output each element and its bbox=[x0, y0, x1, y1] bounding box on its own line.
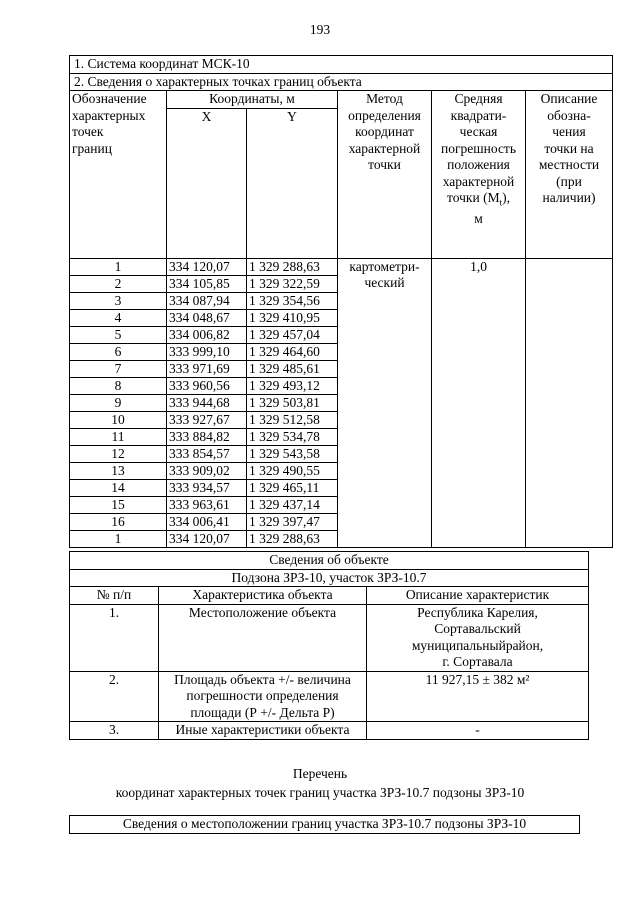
row-number: 1. bbox=[70, 604, 159, 671]
point-number: 10 bbox=[70, 411, 167, 428]
boundary-points-table bbox=[69, 55, 613, 548]
point-number: 15 bbox=[70, 496, 167, 513]
characteristic-description: - bbox=[367, 722, 589, 740]
row-number: 3. bbox=[70, 722, 159, 740]
point-number: 11 bbox=[70, 428, 167, 445]
coord-x: 333 884,82 bbox=[167, 428, 247, 445]
point-number: 3 bbox=[70, 292, 167, 309]
header-y: Y bbox=[247, 108, 338, 258]
point-description-value bbox=[526, 258, 613, 547]
characteristic-description: Республика Карелия, Сортавальский муниципальныйрайон, г. Сортавала bbox=[367, 604, 589, 671]
object-info-table bbox=[69, 551, 589, 740]
object-info-subtitle: Подзона ЗРЗ-10, участок ЗРЗ-10.7 bbox=[70, 569, 589, 587]
header-coordinates: Координаты, м bbox=[167, 91, 338, 109]
coord-y: 1 329 512,58 bbox=[247, 411, 338, 428]
coord-y: 1 329 322,59 bbox=[247, 275, 338, 292]
point-number: 16 bbox=[70, 513, 167, 530]
coord-x: 334 006,41 bbox=[167, 513, 247, 530]
coord-x: 333 854,57 bbox=[167, 445, 247, 462]
coord-y: 1 329 534,78 bbox=[247, 428, 338, 445]
coord-y: 1 329 493,12 bbox=[247, 377, 338, 394]
table-row bbox=[70, 258, 613, 275]
header-designation: Обозначение характерных точек границ bbox=[70, 91, 167, 259]
boundary-location-title: Сведения о местоположении границ участка ЗРЗ-10.7 подзоны ЗРЗ-10 bbox=[70, 816, 580, 834]
object-info-title: Сведения об объекте bbox=[70, 552, 589, 570]
coord-x: 333 971,69 bbox=[167, 360, 247, 377]
row-number: 2. bbox=[70, 671, 159, 722]
characteristic: Местоположение объекта bbox=[159, 604, 367, 671]
header-x: X bbox=[167, 108, 247, 258]
coord-x: 333 927,67 bbox=[167, 411, 247, 428]
list-heading-line1: Перечень bbox=[292, 766, 348, 781]
coord-y: 1 329 464,60 bbox=[247, 343, 338, 360]
coord-x: 333 960,56 bbox=[167, 377, 247, 394]
list-heading bbox=[0, 764, 640, 802]
coord-x: 333 934,57 bbox=[167, 479, 247, 496]
coord-y: 1 329 465,11 bbox=[247, 479, 338, 496]
coord-y: 1 329 397,47 bbox=[247, 513, 338, 530]
table-row bbox=[70, 671, 589, 722]
header-num: № п/п bbox=[70, 587, 159, 605]
coord-x: 333 944,68 bbox=[167, 394, 247, 411]
coord-x: 333 963,61 bbox=[167, 496, 247, 513]
list-heading-line2: координат характерных точек границ участка ЗРЗ-10.7 подзоны ЗРЗ-10 bbox=[115, 785, 525, 800]
coord-x: 334 120,07 bbox=[167, 258, 247, 275]
point-number: 8 bbox=[70, 377, 167, 394]
method-value: картометри- ческий bbox=[338, 258, 432, 547]
coord-y: 1 329 410,95 bbox=[247, 309, 338, 326]
coord-y: 1 329 457,04 bbox=[247, 326, 338, 343]
header-characteristic: Характеристика объекта bbox=[159, 587, 367, 605]
coord-y: 1 329 503,81 bbox=[247, 394, 338, 411]
coord-x: 334 006,82 bbox=[167, 326, 247, 343]
coord-x: 333 909,02 bbox=[167, 462, 247, 479]
points-info-row: 2. Сведения о характерных точках границ объекта bbox=[70, 73, 613, 91]
coord-y: 1 329 288,63 bbox=[247, 258, 338, 275]
point-number: 13 bbox=[70, 462, 167, 479]
point-number: 4 bbox=[70, 309, 167, 326]
coord-y: 1 329 485,61 bbox=[247, 360, 338, 377]
header-method: Метод определения координат характерной точки bbox=[338, 91, 432, 259]
coordinate-system-row: 1. Система координат МСК-10 bbox=[70, 56, 613, 74]
table-row bbox=[70, 722, 589, 740]
point-number: 9 bbox=[70, 394, 167, 411]
coord-y: 1 329 354,56 bbox=[247, 292, 338, 309]
coord-y: 1 329 288,63 bbox=[247, 530, 338, 547]
point-number: 6 bbox=[70, 343, 167, 360]
characteristic: Иные характеристики объекта bbox=[159, 722, 367, 740]
point-number: 2 bbox=[70, 275, 167, 292]
coord-x: 334 087,94 bbox=[167, 292, 247, 309]
header-mean-error: Средняя квадрати- ческая погрешность положения характерной точки $(M_t)$, м bbox=[432, 91, 526, 259]
boundary-location-table bbox=[69, 815, 580, 834]
coord-x: 334 048,67 bbox=[167, 309, 247, 326]
point-number: 5 bbox=[70, 326, 167, 343]
error-value: 1,0 bbox=[432, 258, 526, 547]
table-row bbox=[70, 604, 589, 671]
point-number: 1 bbox=[70, 258, 167, 275]
coord-x: 333 999,10 bbox=[167, 343, 247, 360]
point-number: 1 bbox=[70, 530, 167, 547]
characteristic: Площадь объекта +/- величина погрешности определения площади (Р +/- Дельта Р) bbox=[159, 671, 367, 722]
point-number: 14 bbox=[70, 479, 167, 496]
coord-x: 334 120,07 bbox=[167, 530, 247, 547]
point-number: 12 bbox=[70, 445, 167, 462]
page-number: 193 bbox=[309, 22, 331, 37]
header-characteristic-description: Описание характеристик bbox=[367, 587, 589, 605]
characteristic-description: 11 927,15 ± 382 м² bbox=[367, 671, 589, 722]
coord-y: 1 329 543,58 bbox=[247, 445, 338, 462]
coord-x: 334 105,85 bbox=[167, 275, 247, 292]
header-point-description: Описание обозна- чения точки на местности (при наличии) bbox=[526, 91, 613, 259]
coord-y: 1 329 437,14 bbox=[247, 496, 338, 513]
point-number: 7 bbox=[70, 360, 167, 377]
coord-y: 1 329 490,55 bbox=[247, 462, 338, 479]
